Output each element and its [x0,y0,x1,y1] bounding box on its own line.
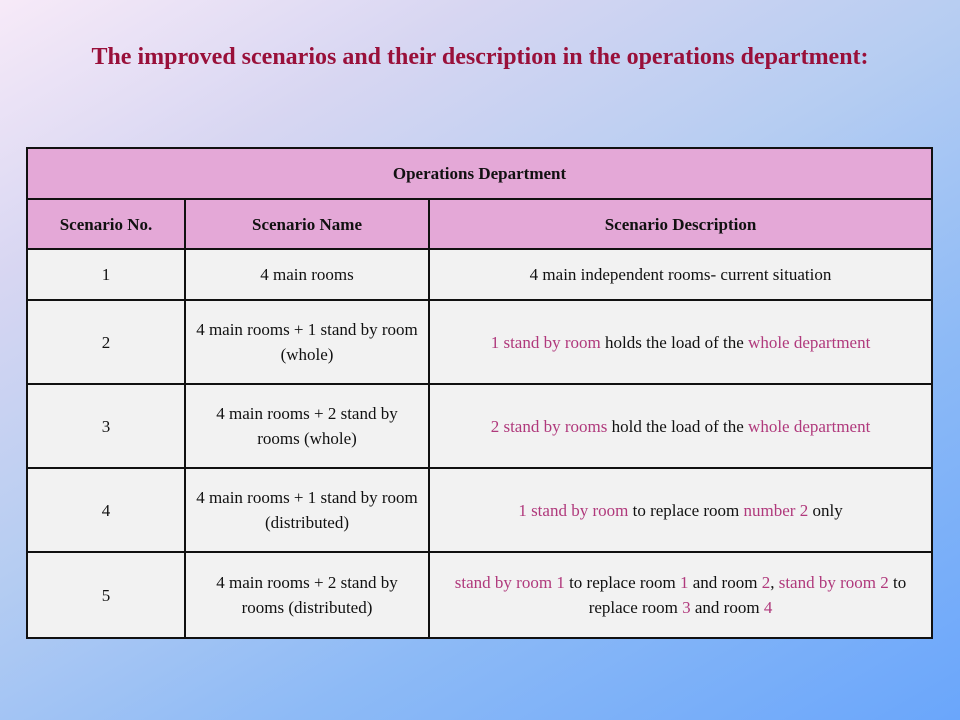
department-header-row [27,148,932,199]
column-header-scenario-description: Scenario Description [429,199,932,249]
highlighted-text: 1 stand by room [518,500,629,520]
table-row [27,468,932,552]
highlighted-text: 1 [680,573,689,592]
column-header-scenario-no: Scenario No. [27,199,185,249]
highlighted-text: 2 [761,573,771,592]
table-row [27,384,932,468]
scenario-name: 4 main rooms + 1 stand by room (whole) [185,300,429,384]
department-header: Operations Department [27,148,932,199]
scenario-description [429,468,932,552]
scenario-description [429,249,932,300]
description-text: 4 main independent rooms- current situation [529,265,832,284]
table-row [27,249,932,300]
description-text: , [770,573,779,592]
highlighted-text: stand by room 2 [778,573,889,592]
highlighted-text: 3 [682,598,691,617]
highlighted-text: 4 [763,598,773,617]
description-text: holds the load of the [600,332,749,352]
scenarios-table [26,147,933,639]
description-text: to replace room [628,500,744,520]
highlighted-text: number 2 [743,500,809,520]
column-header-row [27,199,932,249]
scenario-description [429,384,932,468]
highlighted-text: stand by room 1 [454,573,565,592]
scenario-name: 4 main rooms [185,249,429,300]
table-row [27,552,932,638]
description-text: to replace room [564,573,681,592]
scenario-name: 4 main rooms + 2 stand by rooms (distributed) [185,552,429,638]
highlighted-text: 2 stand by rooms [490,416,608,436]
highlighted-text: 1 stand by room [490,332,601,352]
table-row [27,300,932,384]
slide-title: The improved scenarios and their description in the operations department: [91,44,869,70]
column-header-scenario-name: Scenario Name [185,199,429,249]
scenario-number: 3 [27,384,185,468]
scenario-number: 1 [27,249,185,300]
scenario-number: 2 [27,300,185,384]
scenario-name: 4 main rooms + 2 stand by rooms (whole) [185,384,429,468]
description-text: only [808,500,843,520]
scenario-number: 5 [27,552,185,638]
scenario-description [429,552,932,638]
description-text: and room [688,573,762,592]
scenario-description [429,300,932,384]
scenario-name: 4 main rooms + 1 stand by room (distributed) [185,468,429,552]
highlighted-text: whole department [748,416,871,436]
scenario-number: 4 [27,468,185,552]
description-text: and room [690,598,764,617]
highlighted-text: whole department [748,332,871,352]
description-text: to replace room [588,573,907,617]
description-text: hold the load of the [607,416,749,436]
